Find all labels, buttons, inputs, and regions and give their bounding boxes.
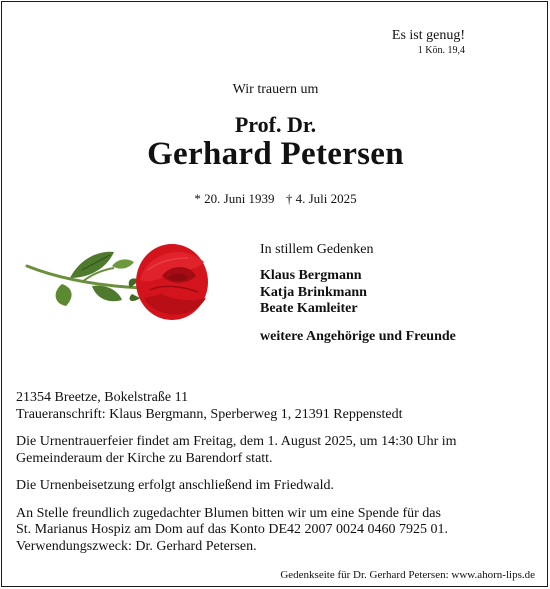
burial-text: Die Urnenbeisetzung erfolgt anschließend im Friedwald.: [16, 478, 335, 493]
mourner-name: Beate Kamleiter: [260, 301, 358, 316]
mourner-name: Klaus Bergmann: [260, 268, 362, 283]
mourning-address: Traueranschrift: Klaus Bergmann, Sperberweg 1, 21391 Reppenstedt: [16, 406, 403, 422]
intro-text: Wir trauern um: [232, 82, 319, 97]
obituary-card: [1, 1, 548, 587]
donation-line-1: An Stelle freundlich zugedachter Blumen bitten wir um eine Spende für das: [16, 505, 441, 521]
donation-line-2: St. Marianus Hospiz am Dom auf das Konto DE42 2007 0024 0460 7925 01.: [16, 522, 449, 537]
memorial-page-link[interactable]: Gedenkseite für Dr. Gerhard Petersen: www.ahorn-lips.de: [280, 569, 535, 581]
life-dates: [2, 191, 549, 207]
service-line-2: Gemeinderaum der Kirche zu Barendorf statt.: [16, 450, 273, 466]
birth-date: * 20. Juni 1939: [194, 191, 275, 206]
home-address: 21354 Breetze, Bokelstraße 11: [16, 390, 189, 405]
service-line-1: Die Urnentrauerfeier findet am Freitag, dem 1. August 2025, um 14:30 Uhr im: [16, 434, 457, 449]
mourners-block: [260, 242, 456, 345]
donation-line-3: Verwendungszweck: Dr. Gerhard Petersen.: [16, 538, 257, 554]
rose-icon: [22, 240, 212, 322]
mourners-more: weitere Angehörige und Freunde: [260, 328, 456, 344]
deceased-name: Gerhard Petersen: [147, 136, 404, 172]
honorific-title: Prof. Dr.: [234, 112, 317, 137]
details-block: [16, 390, 536, 555]
mourners-lead: In stillem Gedenken: [260, 242, 374, 257]
mourner-name: Katja Brinkmann: [260, 284, 367, 300]
motto-reference: 1 Kön. 19,4: [417, 45, 465, 56]
motto-block: [392, 28, 465, 57]
death-date: † 4. Juli 2025: [285, 191, 357, 206]
motto-quote: Es ist genug!: [391, 28, 465, 43]
